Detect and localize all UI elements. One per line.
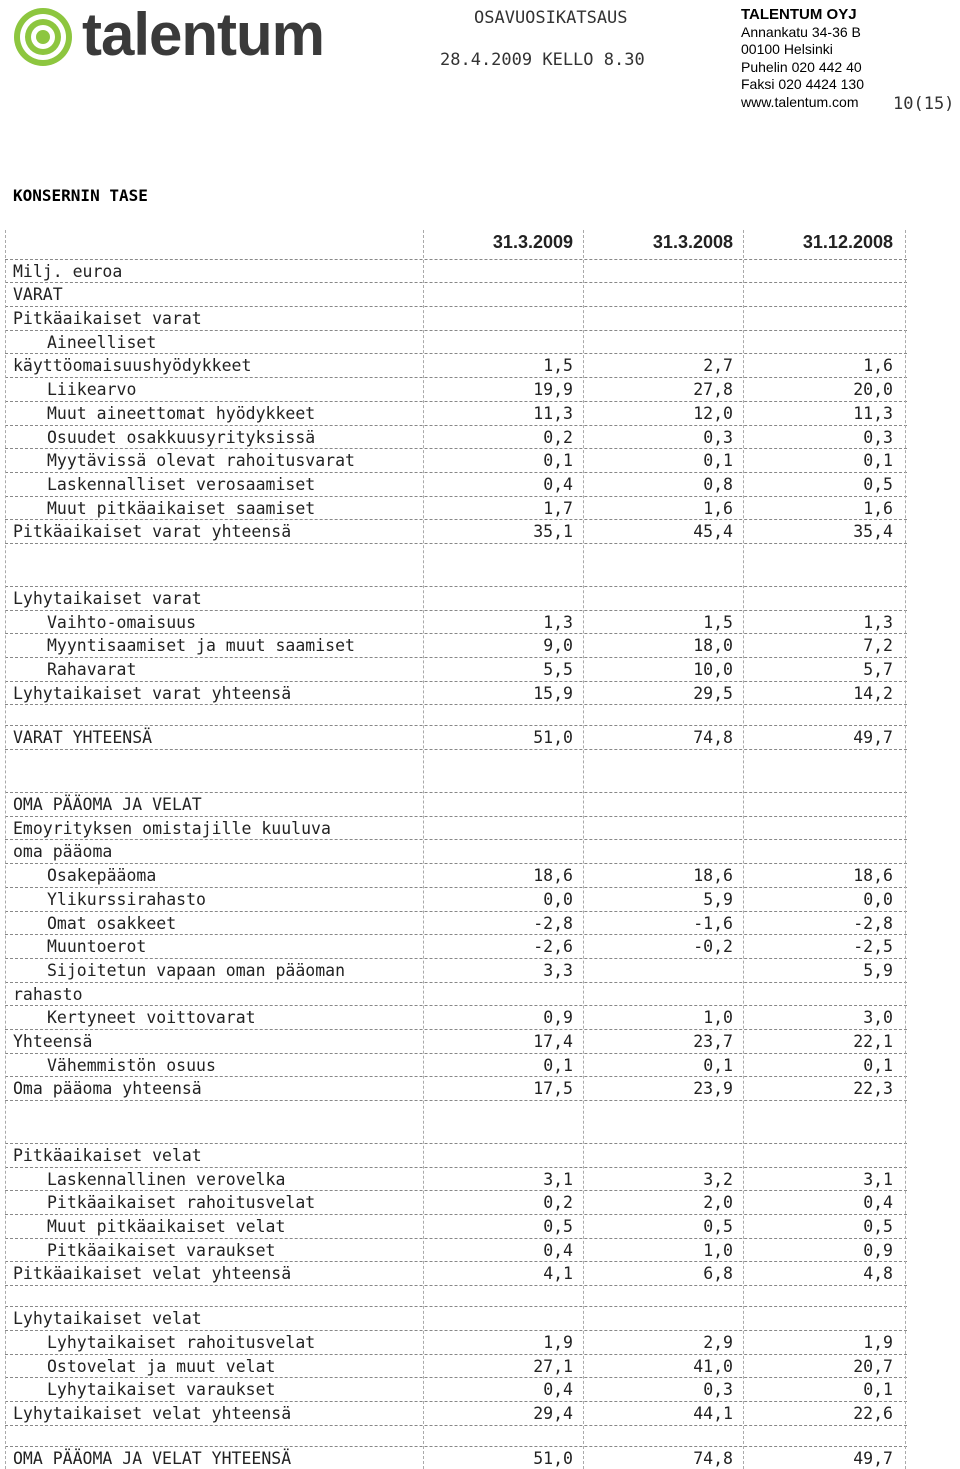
- row-label: Aineelliset: [47, 332, 157, 352]
- row-label: Pitkäaikaiset varaukset: [47, 1240, 276, 1260]
- cell-value-col3: 1,6: [863, 498, 893, 518]
- cell-value-col1: 29,4: [533, 1403, 573, 1423]
- cell-value-col1: 0,4: [543, 1240, 573, 1260]
- cell-value-col1: 0,2: [543, 1193, 573, 1213]
- cell-value-col1: 51,0: [533, 1448, 573, 1468]
- cell-value-col3: 5,9: [863, 960, 893, 980]
- table-row: [5, 1238, 907, 1262]
- row-label: Muuntoerot: [47, 937, 147, 957]
- cell-value-col2: 29,5: [693, 683, 733, 703]
- cell-value-col3: 35,4: [853, 522, 893, 542]
- row-label: Lyhytaikaiset velat: [13, 1309, 202, 1329]
- table-row: [5, 306, 907, 330]
- cell-value-col1: 27,1: [533, 1356, 573, 1376]
- row-label: Lyhytaikaiset velat yhteensä: [13, 1403, 292, 1423]
- cell-value-col2: 2,7: [703, 356, 733, 376]
- balance-sheet-table: [5, 230, 907, 1469]
- company-address-city: 00100 Helsinki: [741, 41, 833, 57]
- cell-value-col2: 5,9: [703, 889, 733, 909]
- row-label: Vähemmistön osuus: [47, 1055, 216, 1075]
- row-label: Lyhytaikaiset varat yhteensä: [13, 683, 292, 703]
- cell-value-col2: 0,8: [703, 474, 733, 494]
- cell-value-col2: 44,1: [693, 1403, 733, 1423]
- cell-value-col1: 19,9: [533, 380, 573, 400]
- row-label: Ylikurssirahasto: [47, 889, 206, 909]
- table-row: [5, 1354, 907, 1378]
- cell-value-col2: 3,2: [703, 1169, 733, 1189]
- row-label: Pitkäaikaiset rahoitusvelat: [47, 1193, 316, 1213]
- table-row: [5, 1005, 907, 1029]
- cell-value-col1: 3,3: [543, 960, 573, 980]
- cell-value-col1: 17,4: [533, 1031, 573, 1051]
- row-label: Myytävissä olevat rahoitusvarat: [47, 451, 355, 471]
- row-label: Osuudet osakkuusyrityksissä: [47, 427, 316, 447]
- company-fax: Faksi 020 4424 130: [741, 76, 864, 92]
- table-row: [5, 1401, 907, 1425]
- spacer-row: [5, 1285, 907, 1306]
- table-row: [5, 681, 907, 705]
- cell-value-col1: 0,1: [543, 451, 573, 471]
- cell-value-col3: 0,1: [863, 1055, 893, 1075]
- table-row: [5, 259, 907, 283]
- row-label: käyttöomaisuushyödykkeet: [13, 356, 252, 376]
- cell-value-col2: 23,7: [693, 1031, 733, 1051]
- cell-value-col3: 4,8: [863, 1264, 893, 1284]
- report-title: OSAVUOSIKATSAUS: [474, 8, 628, 28]
- column-header-2: 31.3.2008: [652, 232, 733, 252]
- company-address-street: Annankatu 34-36 B: [741, 23, 861, 40]
- cell-value-col3: 14,2: [853, 683, 893, 703]
- table-row: [5, 657, 907, 681]
- grid-line: [905, 230, 906, 1469]
- grid-line: [5, 230, 6, 1469]
- cell-value-col2: 41,0: [693, 1356, 733, 1376]
- cell-value-col2: 0,1: [703, 1055, 733, 1075]
- cell-value-col3: -2,8: [853, 913, 893, 933]
- cell-value-col3: 5,7: [863, 660, 893, 679]
- row-label: Vaihto-omaisuus: [47, 612, 197, 632]
- cell-value-col1: 1,5: [543, 356, 573, 376]
- column-header-3: 31.12.2008: [802, 232, 893, 252]
- cell-value-col3: 20,7: [853, 1356, 893, 1376]
- cell-value-col3: 0,5: [863, 1217, 893, 1237]
- cell-value-col1: 0,9: [543, 1008, 573, 1028]
- cell-value-col3: 3,0: [863, 1008, 893, 1028]
- cell-value-col2: 10,0: [693, 660, 733, 679]
- cell-value-col3: 0,1: [863, 1380, 893, 1400]
- cell-value-col1: 11,3: [533, 403, 573, 423]
- row-label: Muut pitkäaikaiset saamiset: [47, 498, 316, 518]
- cell-value-col1: 1,9: [543, 1332, 573, 1352]
- cell-value-col1: 15,9: [533, 683, 573, 703]
- row-label: Ostovelat ja muut velat: [47, 1356, 276, 1376]
- table-body: [5, 259, 907, 1469]
- cell-value-col1: 5,5: [543, 660, 573, 679]
- table-row: [5, 353, 907, 377]
- cell-value-col2: 74,8: [693, 728, 733, 748]
- cell-value-col1: 1,3: [543, 612, 573, 632]
- cell-value-col2: -0,2: [693, 937, 733, 957]
- row-label: Osakepääoma: [47, 866, 157, 886]
- cell-value-col1: 1,7: [543, 498, 573, 518]
- table-row: [5, 792, 907, 816]
- row-label: Muut aineettomat hyödykkeet: [47, 403, 316, 423]
- row-label: Pitkäaikaiset velat: [13, 1146, 202, 1165]
- cell-value-col3: 22,6: [853, 1403, 893, 1423]
- cell-value-col3: 49,7: [853, 728, 893, 748]
- cell-value-col2: 0,3: [703, 1380, 733, 1400]
- cell-value-col3: 3,1: [863, 1169, 893, 1189]
- row-label: Laskennalliset verosaamiset: [47, 474, 316, 494]
- cell-value-col3: 7,2: [863, 636, 893, 656]
- table-row: [5, 633, 907, 657]
- row-label: Rahavarat: [47, 660, 137, 679]
- cell-value-col1: 0,2: [543, 427, 573, 447]
- table-row: [5, 1167, 907, 1191]
- cell-value-col2: 6,8: [703, 1264, 733, 1284]
- row-label: OMA PÄÄOMA JA VELAT: [13, 795, 202, 815]
- cell-value-col3: 0,1: [863, 451, 893, 471]
- cell-value-col3: 0,4: [863, 1193, 893, 1213]
- row-label: Milj. euroa: [13, 261, 123, 281]
- table-row: [5, 1029, 907, 1053]
- row-label: Sijoitetun vapaan oman pääoman: [47, 960, 346, 980]
- report-date: 28.4.2009 KELLO 8.30: [440, 50, 645, 70]
- table-row: [5, 887, 907, 911]
- table-row: [5, 816, 907, 840]
- cell-value-col1: 35,1: [533, 522, 573, 542]
- table-row: [5, 1076, 907, 1100]
- table-row: [5, 839, 907, 863]
- cell-value-col1: 0,4: [543, 474, 573, 494]
- cell-value-col3: 22,3: [853, 1079, 893, 1099]
- row-label: Liikearvo: [47, 380, 137, 400]
- table-row: [5, 1190, 907, 1214]
- row-label: VARAT: [13, 285, 63, 305]
- cell-value-col1: 51,0: [533, 728, 573, 748]
- table-row: [5, 911, 907, 935]
- table-row: [5, 934, 907, 958]
- row-label: Yhteensä: [13, 1031, 93, 1051]
- grid-line: [583, 230, 584, 1469]
- table-row: [5, 958, 907, 982]
- cell-value-col2: 0,5: [703, 1217, 733, 1237]
- cell-value-col2: 18,0: [693, 636, 733, 656]
- table-row: [5, 377, 907, 401]
- company-info: [741, 6, 864, 111]
- row-label: VARAT YHTEENSÄ: [13, 728, 153, 748]
- table-row: [5, 610, 907, 634]
- cell-value-col2: -1,6: [693, 913, 733, 933]
- cell-value-col3: 49,7: [853, 1448, 893, 1468]
- table-row: [5, 282, 907, 306]
- talentum-logo: [12, 1, 372, 68]
- table-row: [5, 519, 907, 543]
- row-label: Oma pääoma yhteensä: [13, 1079, 202, 1099]
- row-label: rahasto: [13, 984, 83, 1004]
- cell-value-col2: 2,9: [703, 1332, 733, 1352]
- row-label: Lyhytaikaiset varat: [13, 588, 202, 608]
- table-row: [5, 1261, 907, 1285]
- cell-value-col1: 4,1: [543, 1264, 573, 1284]
- cell-value-col1: 0,1: [543, 1055, 573, 1075]
- table-row: [5, 863, 907, 887]
- cell-value-col3: 1,9: [863, 1332, 893, 1352]
- table-row: [5, 401, 907, 425]
- table-row: [5, 472, 907, 496]
- cell-value-col2: 0,1: [703, 451, 733, 471]
- cell-value-col1: 9,0: [543, 636, 573, 656]
- spacer-row: [5, 543, 907, 586]
- cell-value-col1: 17,5: [533, 1079, 573, 1099]
- cell-value-col2: 1,6: [703, 498, 733, 518]
- cell-value-col3: 11,3: [853, 403, 893, 423]
- cell-value-col1: 0,0: [543, 889, 573, 909]
- cell-value-col1: 3,1: [543, 1169, 573, 1189]
- cell-value-col2: 74,8: [693, 1448, 733, 1468]
- cell-value-col3: 18,6: [853, 866, 893, 886]
- table-row: [5, 1053, 907, 1077]
- cell-value-col2: 12,0: [693, 403, 733, 423]
- table-row: [5, 1214, 907, 1238]
- cell-value-col1: 0,5: [543, 1217, 573, 1237]
- cell-value-col2: 2,0: [703, 1193, 733, 1213]
- row-label: Laskennallinen verovelka: [47, 1169, 286, 1189]
- spacer-row: [5, 749, 907, 792]
- row-label: Kertyneet voittovarat: [47, 1008, 256, 1028]
- table-row: [5, 448, 907, 472]
- company-phone: Puhelin 020 442 40: [741, 58, 862, 75]
- cell-value-col3: 1,6: [863, 356, 893, 376]
- row-label: oma pääoma: [13, 842, 113, 862]
- cell-value-col2: 1,0: [703, 1240, 733, 1260]
- spacer-row: [5, 1425, 907, 1446]
- cell-value-col3: -2,5: [853, 937, 893, 957]
- row-label: Lyhytaikaiset varaukset: [47, 1380, 276, 1400]
- grid-line: [743, 230, 744, 1469]
- row-label: Pitkäaikaiset varat yhteensä: [13, 522, 292, 542]
- table-row: [5, 982, 907, 1006]
- table-row: [5, 586, 907, 610]
- row-label: Lyhytaikaiset rahoitusvelat: [47, 1332, 316, 1352]
- row-label: Emoyrityksen omistajille kuuluva: [13, 818, 331, 838]
- spacer-row: [5, 704, 907, 725]
- company-name: TALENTUM OYJ: [741, 6, 857, 23]
- table-row: [5, 330, 907, 354]
- cell-value-col3: 0,0: [863, 889, 893, 909]
- cell-value-col2: 1,0: [703, 1008, 733, 1028]
- row-label: OMA PÄÄOMA JA VELAT YHTEENSÄ: [13, 1448, 292, 1468]
- cell-value-col1: 18,6: [533, 866, 573, 886]
- row-label: Myyntisaamiset ja muut saamiset: [47, 636, 355, 656]
- row-label: Pitkäaikaiset velat yhteensä: [13, 1264, 292, 1284]
- table-header-row: [5, 230, 907, 253]
- cell-value-col2: 1,5: [703, 612, 733, 632]
- cell-value-col3: 0,9: [863, 1240, 893, 1260]
- cell-value-col3: 22,1: [853, 1031, 893, 1051]
- section-title: KONSERNIN TASE: [13, 186, 148, 205]
- cell-value-col2: 18,6: [693, 866, 733, 886]
- table-row: [5, 425, 907, 449]
- cell-value-col3: 1,3: [863, 612, 893, 632]
- column-header-1: 31.3.2009: [492, 232, 573, 252]
- table-row: [5, 1377, 907, 1401]
- cell-value-col3: 0,5: [863, 474, 893, 494]
- table-row: [5, 725, 907, 749]
- cell-value-col3: 0,3: [863, 427, 893, 447]
- grid-line: [423, 230, 424, 1469]
- cell-value-col2: 0,3: [703, 427, 733, 447]
- cell-value-col1: -2,8: [533, 913, 573, 933]
- table-row: [5, 1446, 907, 1469]
- row-label: Muut pitkäaikaiset velat: [47, 1217, 286, 1237]
- row-label: Pitkäaikaiset varat: [13, 309, 202, 329]
- cell-value-col2: 23,9: [693, 1079, 733, 1099]
- table-row: [5, 496, 907, 520]
- table-row: [5, 1306, 907, 1330]
- logo-rings-icon: [12, 6, 74, 68]
- table-row: [5, 1330, 907, 1354]
- cell-value-col1: 0,4: [543, 1380, 573, 1400]
- cell-value-col2: 45,4: [693, 522, 733, 542]
- spacer-row: [5, 1100, 907, 1143]
- company-website: www.talentum.com: [741, 93, 859, 110]
- cell-value-col3: 20,0: [853, 380, 893, 400]
- page-number: 10(15): [893, 94, 955, 114]
- row-label: Omat osakkeet: [47, 913, 177, 933]
- cell-value-col2: 27,8: [693, 380, 733, 400]
- cell-value-col1: -2,6: [533, 937, 573, 957]
- logo-wordmark: talentum: [82, 1, 325, 68]
- table-row: [5, 1143, 907, 1167]
